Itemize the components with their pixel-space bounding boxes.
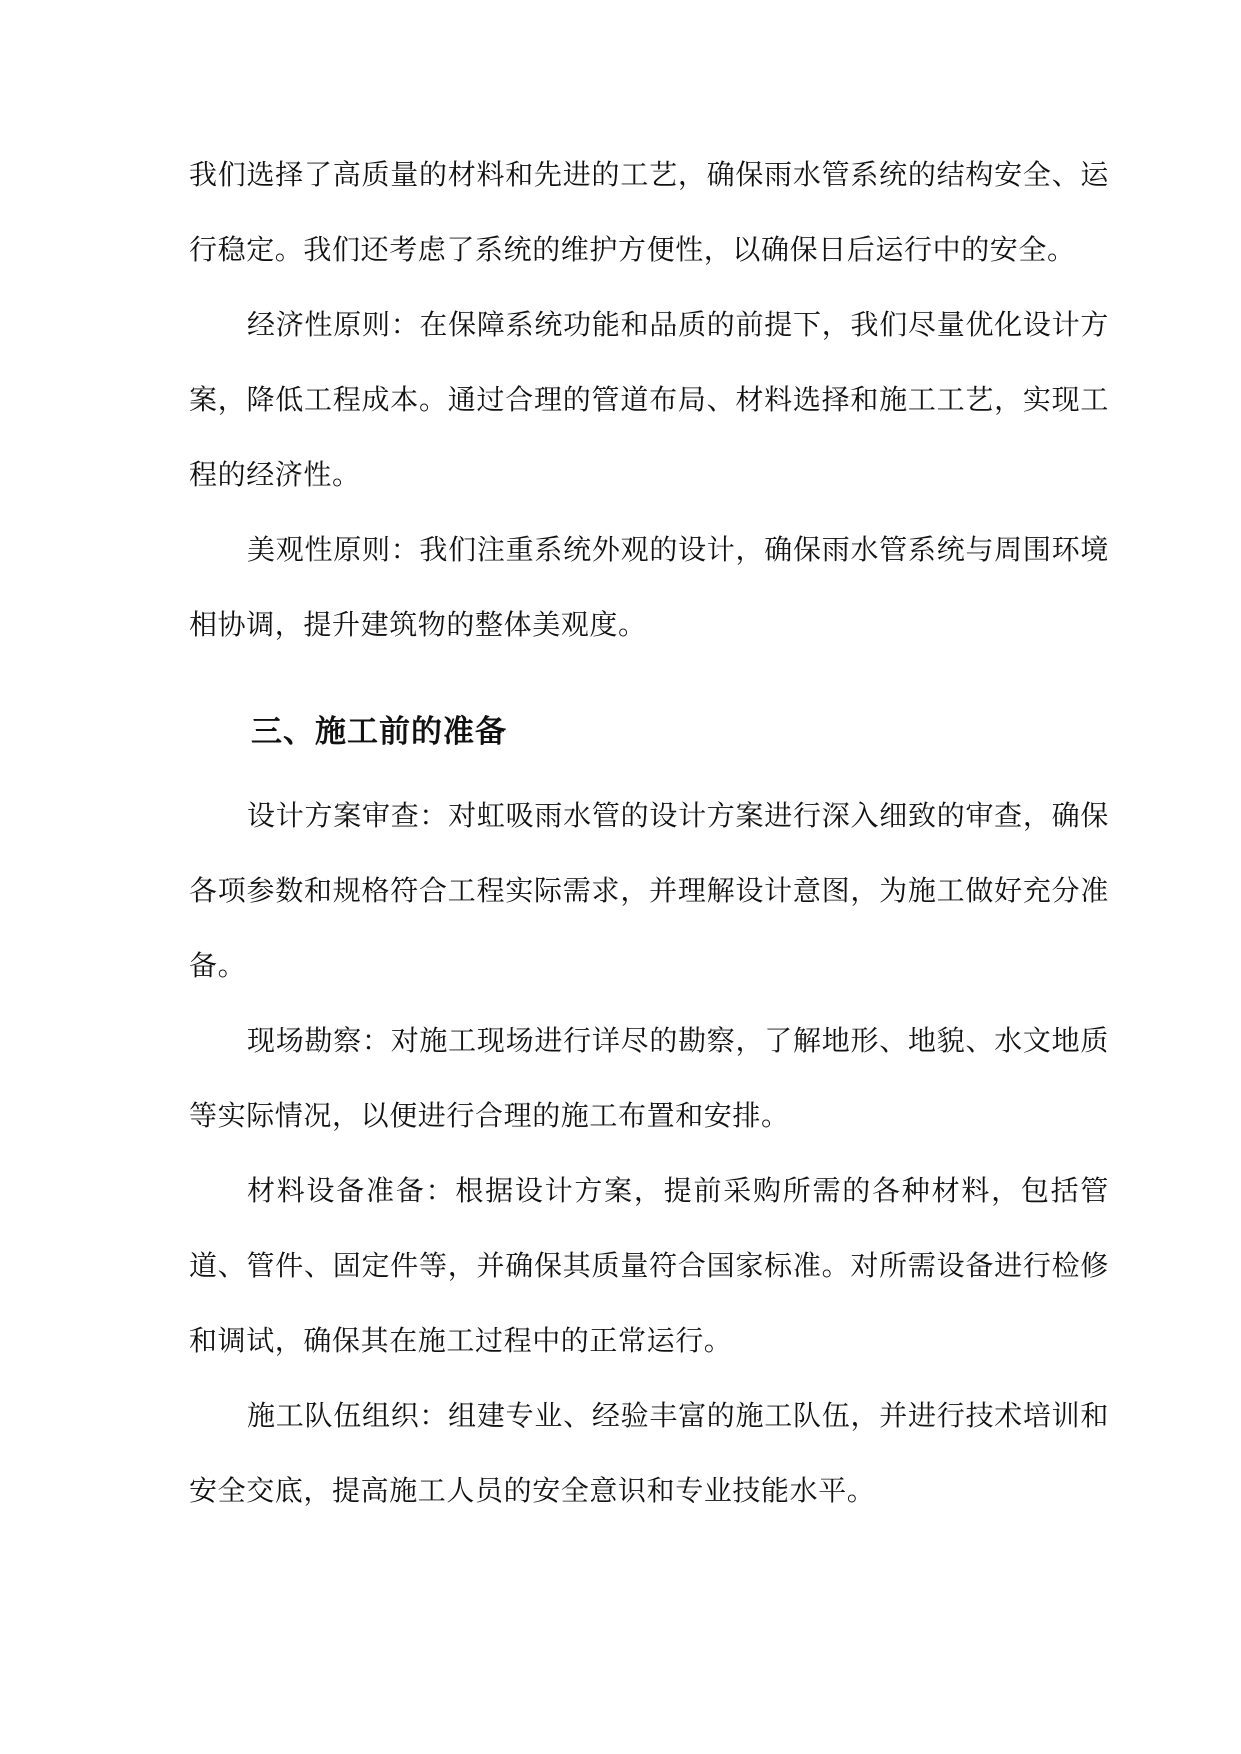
- paragraph-continued-safety: 我们选择了高质量的材料和先进的工艺，确保雨水管系统的结构安全、运行稳定。我们还考虑了系统的维护方便性，以确保日后运行中的安全。: [189, 158, 1109, 266]
- paragraph-material-preparation: 材料设备准备：根据设计方案，提前采购所需的各种材料，包括管道、管件、固定件等，并确保其质量符合国家标准。对所需设备进行检修和调试，确保其在施工过程中的正常运行。: [189, 1174, 1109, 1357]
- section-heading: 三、施工前的准备: [251, 714, 507, 750]
- paragraph-team-organization: 施工队伍组织：组建专业、经验丰富的施工队伍，并进行技术培训和安全交底，提高施工人员的安全意识和专业技能水平。: [189, 1399, 1109, 1507]
- paragraph-economy-principle: 经济性原则：在保障系统功能和品质的前提下，我们尽量优化设计方案，降低工程成本。通过合理的管道布局、材料选择和施工工艺，实现工程的经济性。: [189, 308, 1109, 491]
- paragraph-design-review: 设计方案审查：对虹吸雨水管的设计方案进行深入细致的审查，确保各项参数和规格符合工程实际需求，并理解设计意图，为施工做好充分准备。: [189, 799, 1109, 982]
- paragraph-site-survey: 现场勘察：对施工现场进行详尽的勘察，了解地形、地貌、水文地质等实际情况，以便进行合理的施工布置和安排。: [189, 1024, 1109, 1132]
- paragraph-aesthetic-principle: 美观性原则：我们注重系统外观的设计，确保雨水管系统与周围环境相协调，提升建筑物的整体美观度。: [189, 533, 1109, 641]
- page-content: [189, 137, 1109, 1528]
